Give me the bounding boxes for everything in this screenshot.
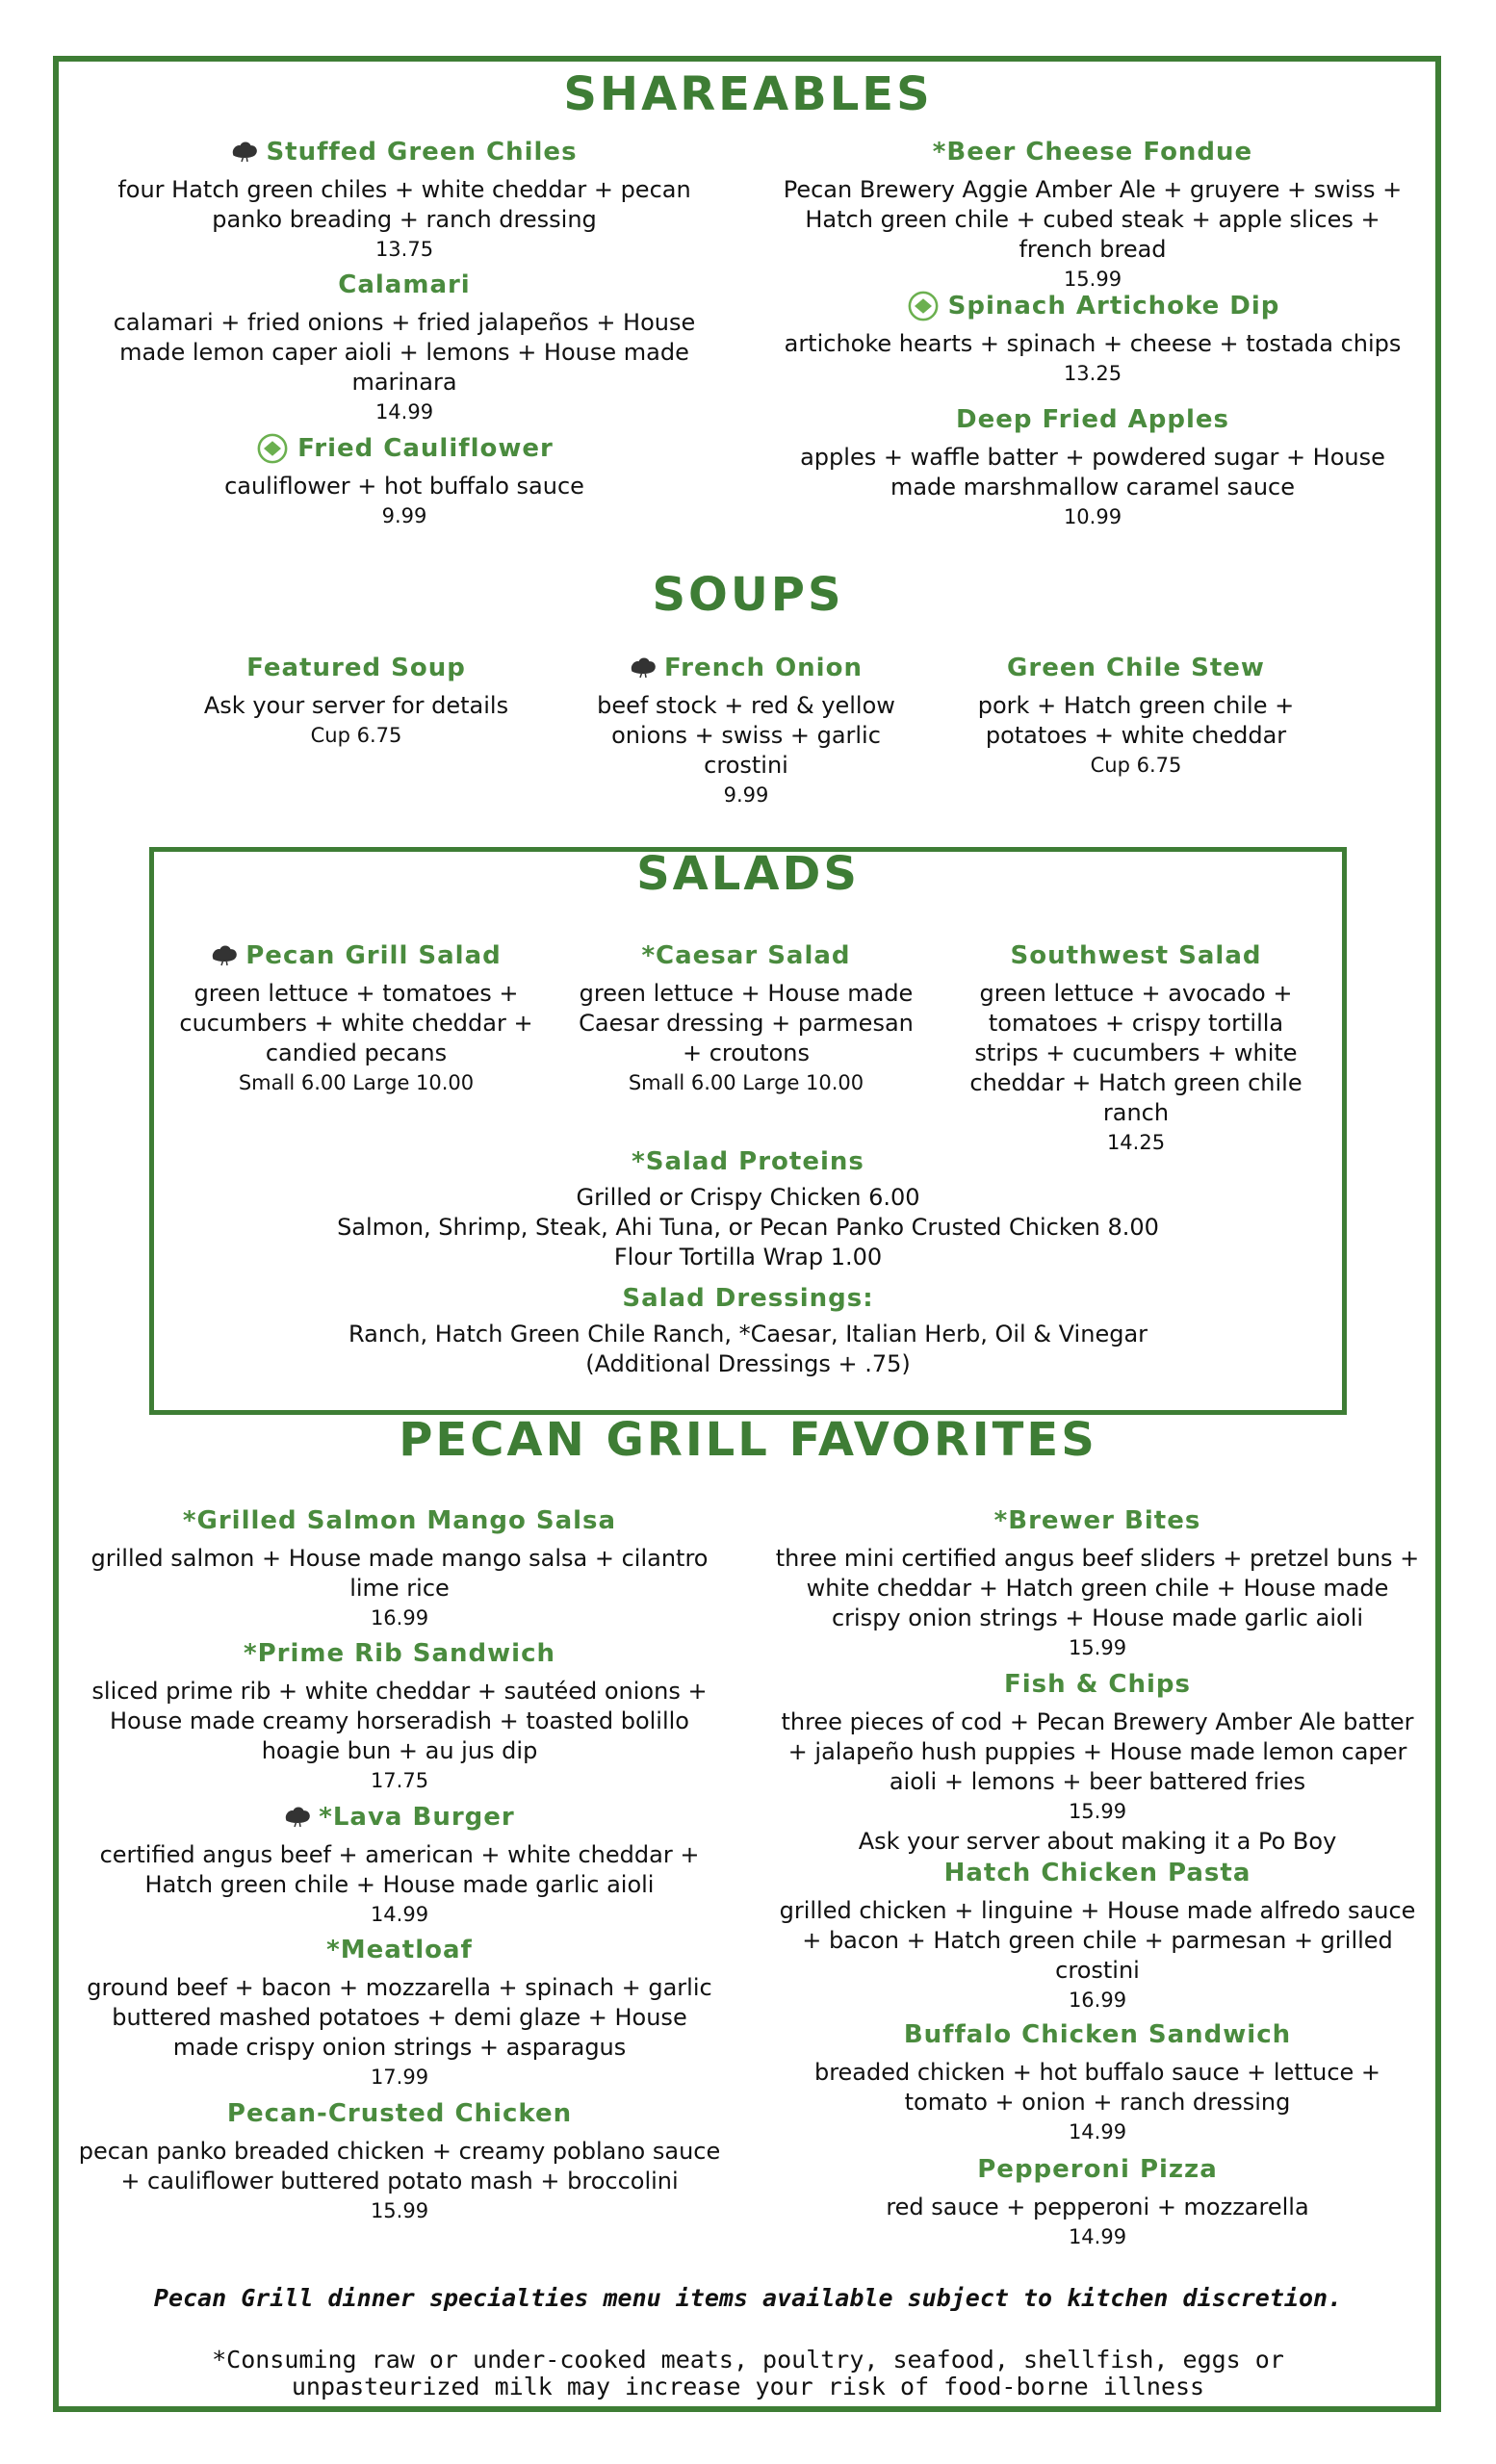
item-price: 15.99: [1063, 268, 1122, 291]
section-title-shareables: SHAREABLES: [563, 67, 933, 121]
item-desc: pecan panko breaded chicken + creamy poblano sauce + cauliflower buttered potato mash + broccolini: [78, 2138, 721, 2194]
item-name: *Grilled Salmon Mango Salsa: [182, 1506, 617, 1535]
item-desc: grilled salmon + House made mango salsa + cilantro lime rice: [90, 1545, 709, 1602]
menu-item: [770, 289, 1415, 389]
warning-line: *Consuming raw or under-cooked meats, poultry, seafood, shellfish, eggs or: [212, 2346, 1284, 2374]
consumer-warning: [0, 2347, 1496, 2400]
item-name: Fried Cauliflower: [297, 434, 554, 463]
item-price: 9.99: [723, 783, 769, 807]
section-title-salads: SALADS: [636, 847, 860, 901]
item-name: Southwest Salad: [1010, 941, 1262, 970]
menu-item: [77, 1503, 722, 1633]
item-name: French Onion: [664, 654, 863, 682]
menu-item: [770, 135, 1415, 295]
menu-item: [770, 1667, 1425, 1857]
item-name: Calamari: [338, 270, 471, 299]
item-price: 15.99: [1068, 1800, 1127, 1823]
protein-line: Salmon, Shrimp, Steak, Ahi Tuna, or Pecan Panko Crusted Chicken 8.00: [337, 1214, 1159, 1241]
item-desc: artichoke hearts + spinach + cheese + tostada chips: [784, 330, 1402, 357]
item-desc: green lettuce + House made Caesar dressing + parmesan + croutons: [579, 980, 914, 1066]
menu-item: [953, 938, 1319, 1158]
item-price: 14.99: [1068, 2120, 1127, 2143]
item-name: Hatch Chicken Pasta: [943, 1859, 1251, 1887]
warning-line: unpasteurized milk may increase your risk of food-borne illness: [291, 2373, 1205, 2400]
item-name: Pepperoni Pizza: [977, 2155, 1218, 2184]
item-name: Pecan Grill Salad: [245, 941, 502, 970]
item-name: *Caesar Salad: [641, 941, 851, 970]
item-desc: calamari + fried onions + fried jalapeños + House made lemon caper aioli + lemons + House made marinara: [113, 309, 696, 396]
item-name: Fish & Chips: [1003, 1670, 1192, 1699]
menu-item: [154, 651, 558, 751]
item-price: 15.99: [1068, 1636, 1127, 1659]
protein-line: Flour Tortilla Wrap 1.00: [613, 1244, 883, 1270]
item-desc: breaded chicken + hot buffalo sauce + lettuce + tomato + onion + ranch dressing: [813, 2059, 1381, 2116]
item-price: 9.99: [381, 504, 427, 527]
item-name: *Meatloaf: [326, 1936, 473, 1964]
item-desc: apples + waffle batter + powdered sugar + House made marshmallow caramel sauce: [800, 444, 1385, 500]
item-desc: Pecan Brewery Aggie Amber Ale + gruyere + swiss + Hatch green chile + cubed steak + apple slices + french bread: [783, 176, 1403, 263]
item-price: Cup 6.75: [1090, 754, 1182, 777]
menu-item: [953, 651, 1319, 781]
menu-item: [87, 268, 722, 427]
item-desc: three mini certified angus beef sliders + pretzel buns + white cheddar + Hatch green chile + House made crispy onion strings + House made garlic aioli: [775, 1545, 1420, 1631]
protein-line: Grilled or Crispy Chicken 6.00: [576, 1184, 920, 1211]
item-desc: green lettuce + tomatoes + cucumbers + white cheddar + candied pecans: [179, 980, 533, 1066]
item-price: 14.99: [374, 400, 434, 424]
item-name: Green Chile Stew: [1007, 654, 1265, 682]
item-price: 15.99: [370, 2199, 429, 2222]
menu-item: [770, 2017, 1425, 2147]
veg-icon: [906, 291, 941, 321]
item-price: 10.99: [1063, 505, 1122, 528]
item-name: *Prime Rib Sandwich: [243, 1639, 555, 1668]
item-desc: grilled chicken + linguine + House made alfredo sauce + bacon + Hatch green chile + parmesan + grilled crostini: [779, 1897, 1416, 1984]
item-price: 17.75: [370, 1769, 429, 1792]
menu-item: [173, 938, 539, 1098]
veg-icon: [255, 433, 290, 464]
item-desc: red sauce + pepperoni + mozzarella: [886, 2194, 1309, 2220]
item-note: Ask your server about making it a Po Boy: [858, 1828, 1337, 1855]
menu-item: [770, 1856, 1425, 2015]
item-desc: beef stock + red & yellow onions + swiss + garlic crostini: [597, 692, 895, 779]
item-price: 14.99: [370, 1903, 429, 1926]
menu-item: [87, 431, 722, 531]
bush-icon: [231, 140, 258, 163]
item-desc: certified angus beef + american + white cheddar + Hatch green chile + House made garlic aioli: [99, 1841, 700, 1898]
item-desc: Ask your server for details: [203, 692, 509, 719]
item-price: Cup 6.75: [310, 724, 402, 747]
menu-item: [77, 1933, 722, 2092]
menu-item: [77, 1636, 722, 1796]
item-name: *Lava Burger: [319, 1803, 515, 1832]
item-name: Stuffed Green Chiles: [266, 138, 578, 167]
item-name: Spinach Artichoke Dip: [947, 292, 1280, 321]
menu-item: [770, 402, 1415, 532]
item-price: 14.99: [1068, 2225, 1127, 2248]
item-desc: four Hatch green chiles + white cheddar + pecan panko breading + ranch dressing: [117, 176, 691, 233]
item-name: Pecan-Crusted Chicken: [226, 2099, 573, 2128]
dressing-line: Ranch, Hatch Green Chile Ranch, *Caesar, Italian Herb, Oil & Vinegar: [348, 1321, 1148, 1348]
menu-item: [770, 2152, 1425, 2252]
menu-item: [578, 938, 915, 1098]
item-price: 13.75: [374, 238, 434, 261]
item-desc: sliced prime rib + white cheddar + sautéed onions + House made creamy horseradish + toasted bolillo hoagie bun + au jus dip: [91, 1678, 708, 1764]
item-name: *Beer Cheese Fondue: [932, 138, 1253, 167]
item-price: 16.99: [370, 1606, 429, 1630]
item-desc: cauliflower + hot buffalo sauce: [224, 473, 584, 500]
item-price: Small 6.00 Large 10.00: [238, 1071, 475, 1094]
item-price: Small 6.00 Large 10.00: [628, 1071, 864, 1094]
item-price: 16.99: [1068, 1989, 1127, 2012]
item-desc: pork + Hatch green chile + potatoes + white cheddar: [977, 692, 1295, 749]
salad-proteins-heading: *Salad Proteins: [632, 1147, 864, 1176]
item-desc: three pieces of cod + Pecan Brewery Amber Ale batter + jalapeño hush puppies + House made lemon caper aioli + lemons + beer battered fries: [781, 1708, 1414, 1795]
item-desc: green lettuce + avocado + tomatoes + crispy tortilla strips + cucumbers + white cheddar + Hatch green chile ranch: [969, 980, 1303, 1126]
item-price: 17.99: [370, 2066, 429, 2089]
menu-item: [77, 1800, 722, 1930]
item-name: Deep Fried Apples: [955, 405, 1229, 434]
item-name: Featured Soup: [246, 654, 466, 682]
menu-item: [568, 651, 924, 810]
item-name: *Brewer Bites: [993, 1506, 1201, 1535]
salad-proteins: [0, 1147, 1496, 1272]
bush-icon: [630, 655, 657, 679]
section-title-favorites: PECAN GRILL FAVORITES: [399, 1413, 1097, 1467]
item-price: 14.25: [1106, 1131, 1166, 1154]
menu-item: [77, 2096, 722, 2226]
item-name: Buffalo Chicken Sandwich: [903, 2020, 1292, 2049]
menu-item: [87, 135, 722, 265]
section-title-soups: SOUPS: [652, 568, 844, 622]
kitchen-discretion-note: Pecan Grill dinner specialties menu items available subject to kitchen discretion.: [153, 2284, 1343, 2312]
salad-dressings-heading: Salad Dressings:: [622, 1284, 874, 1313]
bush-icon: [284, 1805, 311, 1828]
bush-icon: [211, 943, 238, 966]
item-price: 13.25: [1063, 362, 1122, 385]
dressing-line: (Additional Dressings + .75): [585, 1350, 911, 1377]
menu-item: [770, 1503, 1425, 1663]
salad-dressings: [0, 1284, 1496, 1379]
item-desc: ground beef + bacon + mozzarella + spinach + garlic buttered mashed potatoes + demi glaze + House made crispy onion strings + asparagus: [87, 1974, 712, 2061]
